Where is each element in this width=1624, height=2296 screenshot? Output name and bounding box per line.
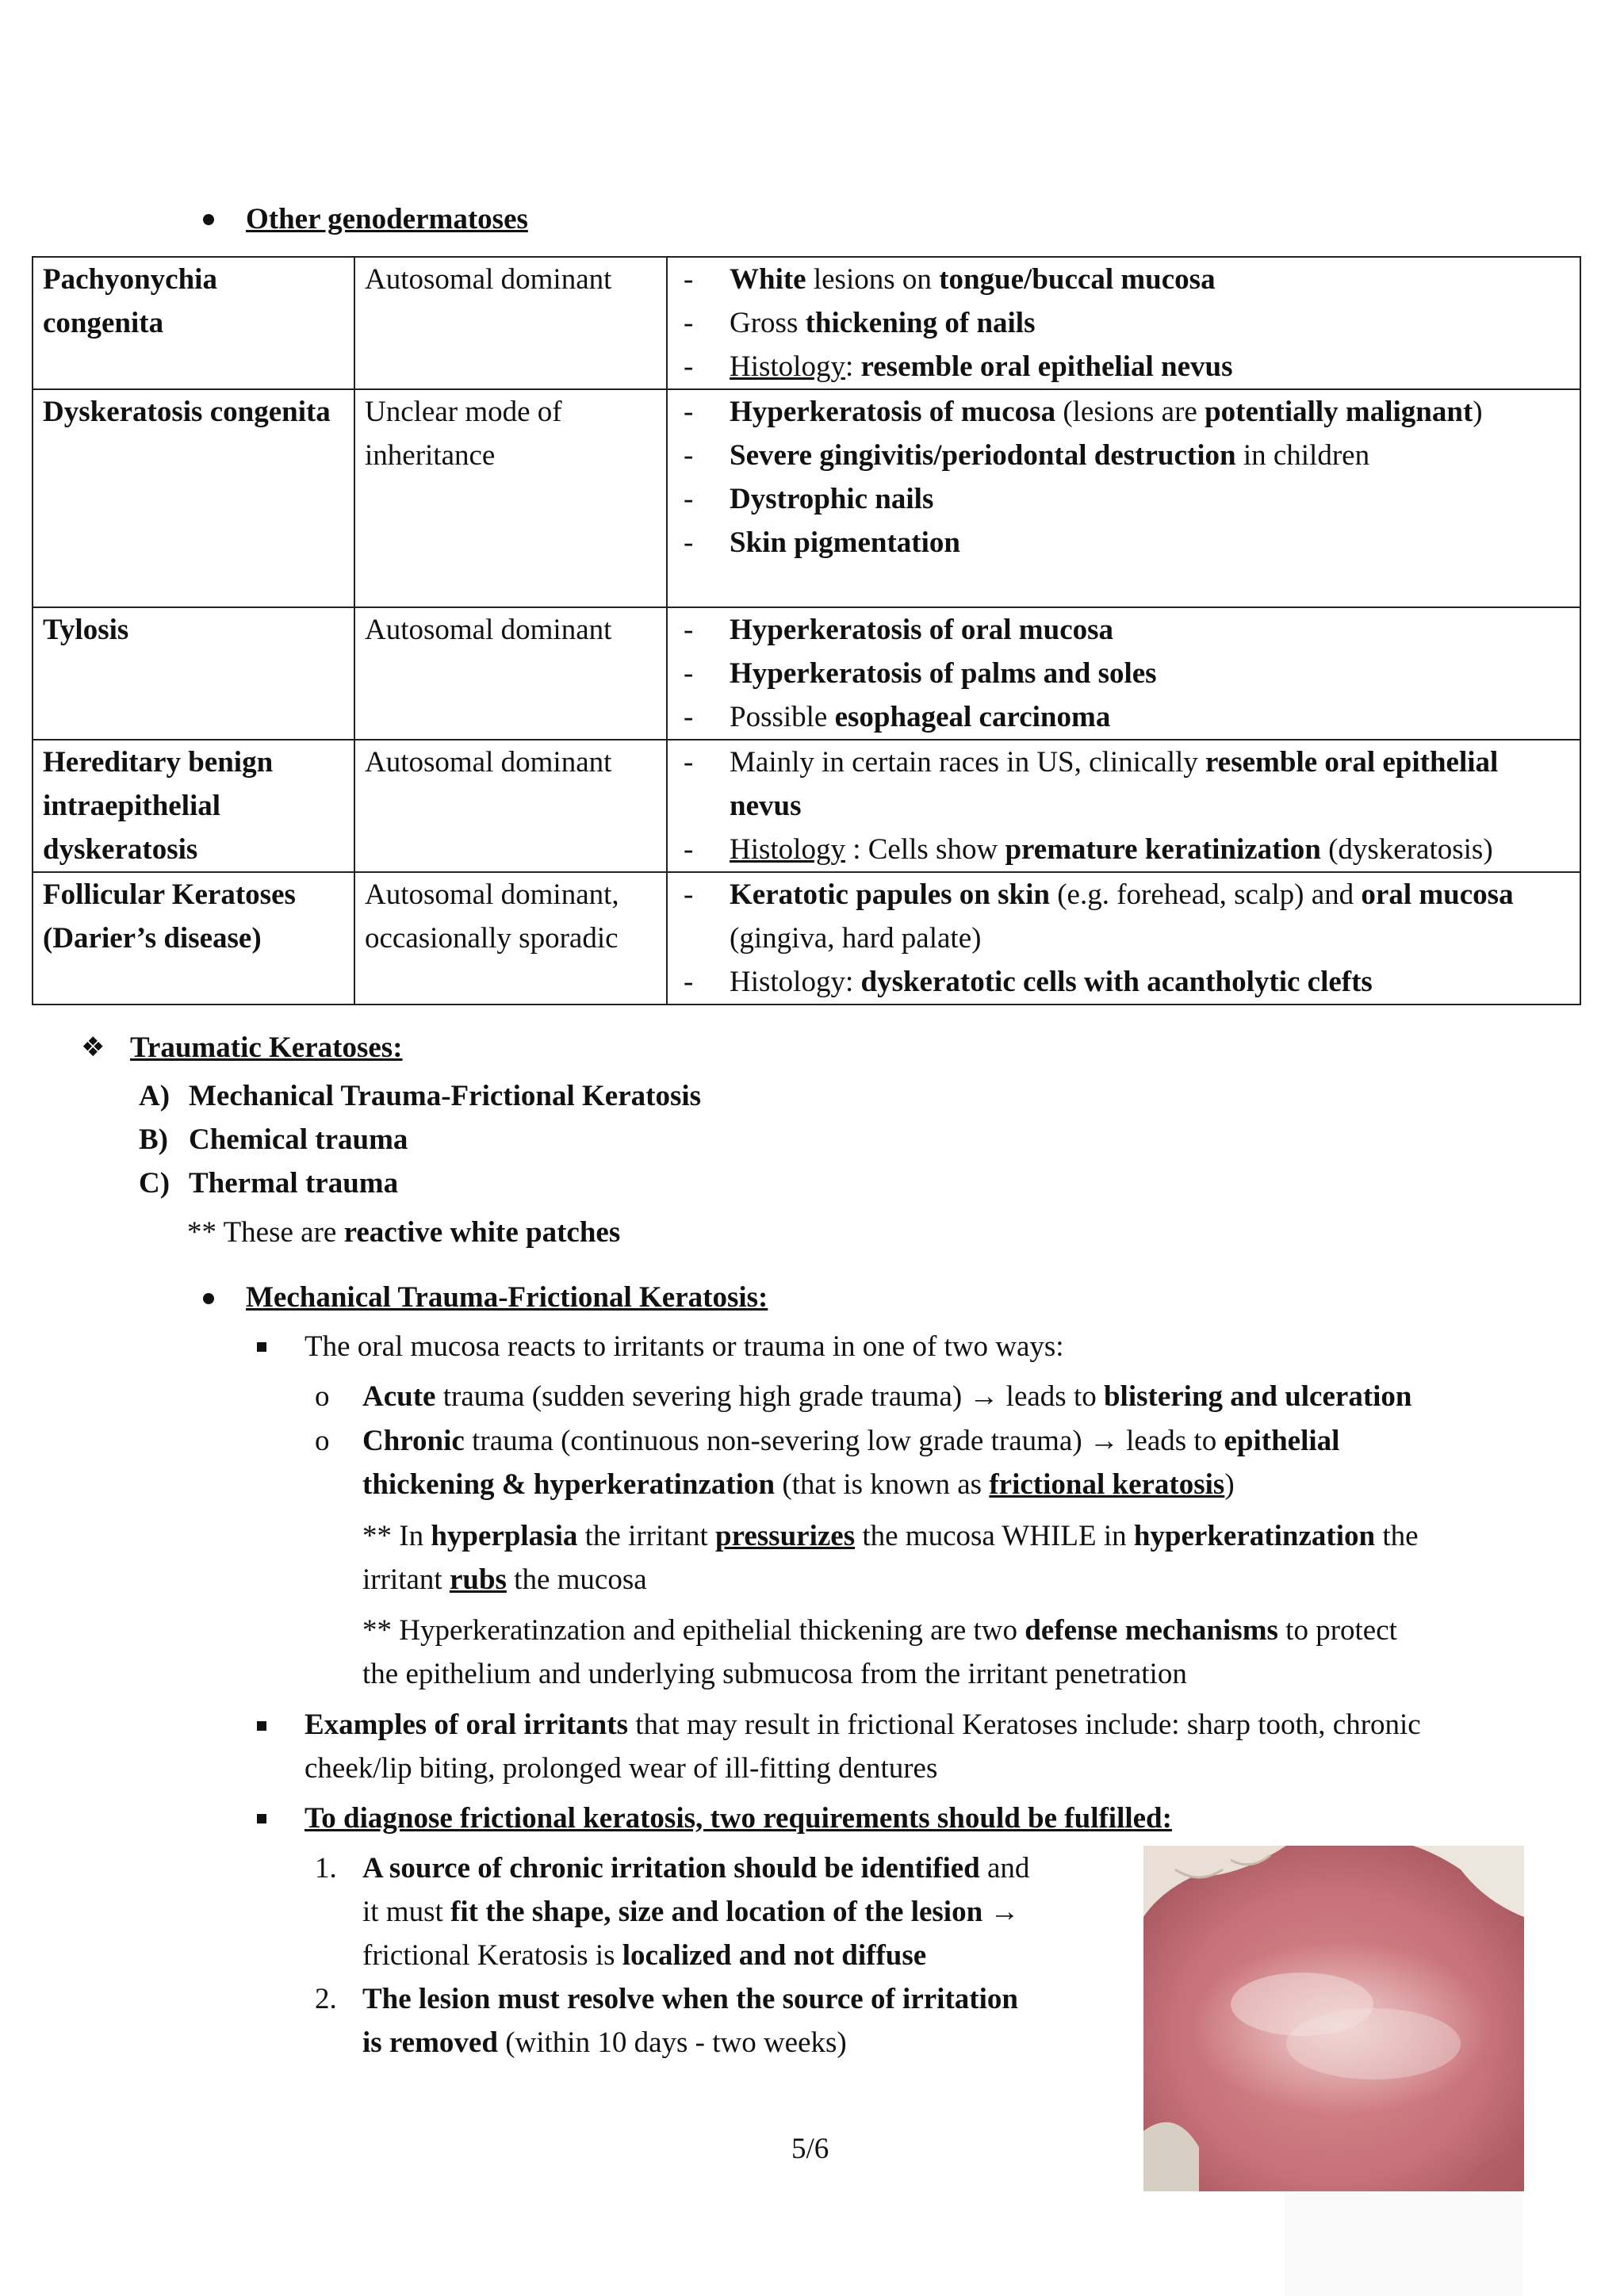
features-cell: [667, 872, 1580, 1004]
requirement-text: The lesion must resolve when the source of irritation: [362, 1983, 1018, 2015]
chronic-text: thickening & hyperkeratinzation (that is known as frictional keratosis): [362, 1468, 1235, 1501]
condition-name: Follicular Keratoses (Darier’s disease): [33, 872, 354, 1004]
inheritance-mode: Autosomal dominant, occasionally sporadic: [354, 872, 667, 1004]
dash-marker: -: [684, 526, 694, 559]
inheritance-mode: Autosomal dominant: [354, 257, 667, 389]
square-bullet: [257, 1342, 266, 1352]
feature-item: [677, 740, 1570, 828]
list-marker: A): [139, 1080, 170, 1112]
page-number: 5/6: [791, 2133, 829, 2165]
section-heading-mechanical: Mechanical Trauma-Frictional Keratosis:: [246, 1281, 768, 1314]
features-cell: [667, 607, 1580, 740]
feature-text: Dystrophic nails: [730, 483, 934, 515]
feature-item: [677, 873, 1570, 960]
dash-marker: -: [684, 878, 694, 911]
list-item: Chemical trauma: [189, 1123, 408, 1156]
feature-item: [677, 258, 1570, 301]
feature-text: Histology : Cells show premature keratinization (dyskeratosis): [730, 833, 1493, 866]
feature-text: Keratotic papules on skin (e.g. forehead, scalp) and oral mucosa (gingiva, hard palate): [730, 878, 1514, 955]
feature-item: [677, 695, 1570, 739]
feature-item: [677, 652, 1570, 695]
feature-text: Skin pigmentation: [730, 526, 960, 559]
table-row: [33, 257, 1580, 389]
frictional-keratosis-photo: [1143, 1846, 1524, 2191]
inheritance-mode: Autosomal dominant: [354, 740, 667, 872]
feature-text: Severe gingivitis/periodontal destruction in children: [730, 439, 1370, 472]
table-row: [33, 740, 1580, 872]
feature-item: [677, 477, 1570, 521]
diamond-bullet-icon: ❖: [81, 1031, 105, 1063]
reactive-note: ** These are reactive white patches: [187, 1216, 621, 1249]
dash-marker: -: [684, 396, 694, 428]
table-row: [33, 872, 1580, 1004]
features-cell: [667, 389, 1580, 607]
feature-item: [677, 390, 1570, 434]
bullet: [203, 214, 214, 225]
condition-name: Pachyonychia congenita: [33, 257, 354, 389]
feature-item: [677, 608, 1570, 652]
square-bullet: [257, 1721, 266, 1731]
dash-marker: -: [684, 657, 694, 690]
photo-corner-blank: [1285, 2191, 1522, 2296]
table-row: [33, 389, 1580, 607]
dash-marker: -: [684, 701, 694, 733]
feature-text: Hyperkeratosis of palms and soles: [730, 657, 1157, 690]
feature-item: [677, 301, 1570, 345]
dash-marker: -: [684, 439, 694, 472]
list-marker: B): [139, 1123, 168, 1156]
feature-text: White lesions on tongue/buccal mucosa: [730, 263, 1216, 296]
acute-text: Acute trauma (sudden severing high grade trauma) → leads to blistering and ulceration: [362, 1380, 1412, 1413]
feature-text: Hyperkeratosis of mucosa (lesions are potentially malignant): [730, 396, 1483, 428]
genodermatoses-table: [32, 256, 1581, 1005]
intro-text: The oral mucosa reacts to irritants or trauma in one of two ways:: [304, 1330, 1064, 1363]
examples-text: Examples of oral irritants that may result in frictional Keratoses include: sharp tooth, chronic: [304, 1709, 1421, 1741]
list-marker: 1.: [315, 1852, 337, 1885]
feature-item: [677, 960, 1570, 1004]
dash-marker: -: [684, 614, 694, 646]
chronic-text: Chronic trauma (continuous non-severing low grade trauma) → leads to epithelial: [362, 1425, 1340, 1457]
dash-marker: -: [684, 483, 694, 515]
feature-item: [677, 434, 1570, 477]
requirement-text: A source of chronic irritation should be identified and: [362, 1852, 1030, 1885]
inheritance-mode: Autosomal dominant: [354, 607, 667, 740]
table-row: [33, 607, 1580, 740]
hyperplasia-note: ** In hyperplasia the irritant pressurizes the mucosa WHILE in hyperkeratinzation the: [362, 1520, 1419, 1552]
list-marker: 2.: [315, 1983, 337, 2015]
examples-text: cheek/lip biting, prolonged wear of ill-fitting dentures: [304, 1752, 938, 1785]
feature-text: Histology: dyskeratotic cells with acantholytic clefts: [730, 966, 1373, 998]
square-bullet: [257, 1814, 266, 1823]
feature-text: Hyperkeratosis of oral mucosa: [730, 614, 1114, 646]
feature-text: Histology: resemble oral epithelial nevus: [730, 350, 1233, 383]
requirement-text: is removed (within 10 days - two weeks): [362, 2026, 847, 2059]
features-cell: [667, 740, 1580, 872]
feature-item: [677, 345, 1570, 388]
list-marker: o: [315, 1380, 330, 1413]
requirement-text: it must fit the shape, size and location of the lesion →: [362, 1896, 1020, 1928]
list-marker: o: [315, 1425, 330, 1457]
section-heading-traumatic: Traumatic Keratoses:: [130, 1031, 403, 1064]
condition-name: Tylosis: [33, 607, 354, 740]
dash-marker: -: [684, 307, 694, 339]
dash-marker: -: [684, 746, 694, 779]
inheritance-mode: Unclear mode of inheritance: [354, 389, 667, 607]
list-item: Mechanical Trauma-Frictional Keratosis: [189, 1080, 702, 1112]
dash-marker: -: [684, 966, 694, 998]
feature-item: [677, 521, 1570, 564]
feature-text: Gross thickening of nails: [730, 307, 1036, 339]
hyperplasia-note: irritant rubs the mucosa: [362, 1563, 647, 1596]
list-marker: C): [139, 1167, 170, 1200]
dash-marker: -: [684, 350, 694, 383]
section-heading-genodermatoses: Other genodermatoses: [246, 203, 528, 235]
defense-note: ** Hyperkeratinzation and epithelial thickening are two defense mechanisms to protect: [362, 1614, 1397, 1647]
feature-text: Possible esophageal carcinoma: [730, 701, 1111, 733]
dash-marker: -: [684, 833, 694, 866]
dash-marker: -: [684, 263, 694, 296]
feature-text: Mainly in certain races in US, clinically resemble oral epithelial nevus: [730, 746, 1499, 822]
condition-name: Hereditary benign intraepithelial dyskeratosis: [33, 740, 354, 872]
features-cell: [667, 257, 1580, 389]
condition-name: Dyskeratosis congenita: [33, 389, 354, 607]
bullet: [203, 1293, 214, 1304]
feature-item: [677, 828, 1570, 871]
list-item: Thermal trauma: [189, 1167, 399, 1200]
diagnose-heading: To diagnose frictional keratosis, two requirements should be fulfilled:: [304, 1802, 1172, 1835]
defense-note: the epithelium and underlying submucosa from the irritant penetration: [362, 1658, 1187, 1690]
requirement-text: frictional Keratosis is localized and not diffuse: [362, 1939, 927, 1972]
